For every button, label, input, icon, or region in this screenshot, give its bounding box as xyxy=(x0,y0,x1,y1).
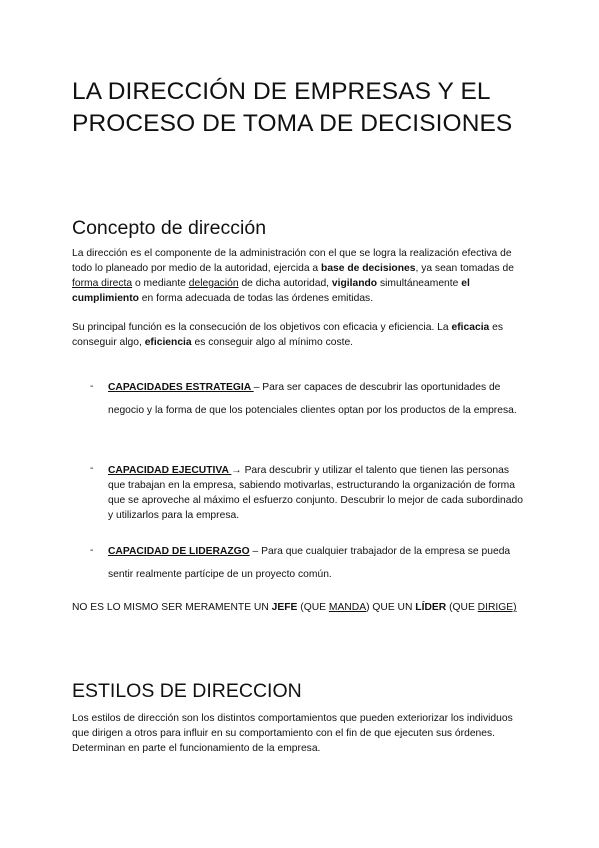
text-run: La dirección es el componente de la administración con el que se logra la realización efectiva de todo lo planeado por medio de la autoridad, ejercida a xyxy=(72,248,512,274)
text-run: (QUE xyxy=(297,602,329,613)
document-title: LA DIRECCIÓN DE EMPRESAS Y EL PROCESO DE TOMA DE DECISIONES xyxy=(72,78,513,137)
bold-text: JEFE xyxy=(271,602,298,613)
arrow-icon: → xyxy=(231,465,245,476)
list-bullet-dash: - xyxy=(90,463,94,474)
text-run: , ya sean tomadas de xyxy=(415,263,514,274)
jefe-lider-statement xyxy=(72,600,522,615)
text-run: es conseguir algo al mínimo coste. xyxy=(191,337,354,348)
capacidad-label: CAPACIDADES ESTRATEGIA xyxy=(108,382,254,393)
separator-dash: – xyxy=(249,546,262,557)
bold-text: eficacia xyxy=(451,322,490,333)
bold-text: el cumplimiento xyxy=(72,278,470,304)
concepto-paragraph-1 xyxy=(72,246,530,306)
concepto-heading: Concepto de dirección xyxy=(72,217,267,239)
text-run: o mediante xyxy=(132,278,189,289)
underlined-text: MANDA xyxy=(328,602,367,613)
text-run: Su principal función es la consecución de los objetivos con eficacia y eficiencia. La xyxy=(72,322,452,333)
bold-text: LÍDER xyxy=(415,602,447,613)
list-bullet-dash: - xyxy=(90,545,94,556)
capacidad-description: Para que cualquier trabajador de la empresa se pueda sentir realmente partícipe de un proyecto común. xyxy=(108,546,511,580)
estilos-heading: ESTILOS DE DIRECCION xyxy=(72,680,302,702)
text-run: ) QUE UN xyxy=(366,602,416,613)
capacidad-label: CAPACIDAD EJECUTIVA xyxy=(108,465,232,476)
underlined-text: delegación xyxy=(188,278,239,289)
text-run: (QUE xyxy=(446,602,478,613)
text-run: es conseguir algo, xyxy=(72,322,504,348)
underlined-text: DIRIGE) xyxy=(477,602,517,613)
capacidad-liderazgo-item xyxy=(108,540,526,586)
text-run: NO ES LO MISMO SER MERAMENTE UN xyxy=(72,602,272,613)
text-run: de dicha autoridad, xyxy=(238,278,332,289)
capacidad-ejecutiva-item xyxy=(108,463,526,523)
estilos-paragraph: Los estilos de dirección son los distintos comportamientos que pueden exteriorizar los individuos que dirigen a otros para influir en su comportamiento con el fin de que ejecuten sus órdenes. Determinan en parte el funcionamiento de la empresa. xyxy=(72,713,513,754)
capacidad-estrategia-item xyxy=(108,376,526,422)
bold-text: vigilando xyxy=(331,278,378,289)
bold-text: base de decisiones xyxy=(321,263,416,274)
bold-text: eficiencia xyxy=(144,337,192,348)
separator-dash: – xyxy=(253,382,263,393)
concepto-paragraph-2 xyxy=(72,320,530,350)
list-bullet-dash: - xyxy=(90,381,94,392)
capacidad-description: Para ser capaces de descubrir las oportunidades de negocio y la forma de que los potenciales clientes optan por los productos de la empresa. xyxy=(108,382,517,416)
text-run: en forma adecuada de todas las órdenes emitidas. xyxy=(138,293,374,304)
capacidad-label: CAPACIDAD DE LIDERAZGO xyxy=(108,546,250,557)
capacidad-description: Para descubrir y utilizar el talento que tienen las personas que trabajan en la empresa, sabiendo motivarlas, estructurando la organización de forma que se aproveche al máximo el esfuerzo conjunto. Descubrir lo mejor de cada subordinado y utilizarlos para la empresa. xyxy=(108,465,523,521)
underlined-text: forma directa xyxy=(72,278,133,289)
text-run: simultáneamente xyxy=(377,278,462,289)
